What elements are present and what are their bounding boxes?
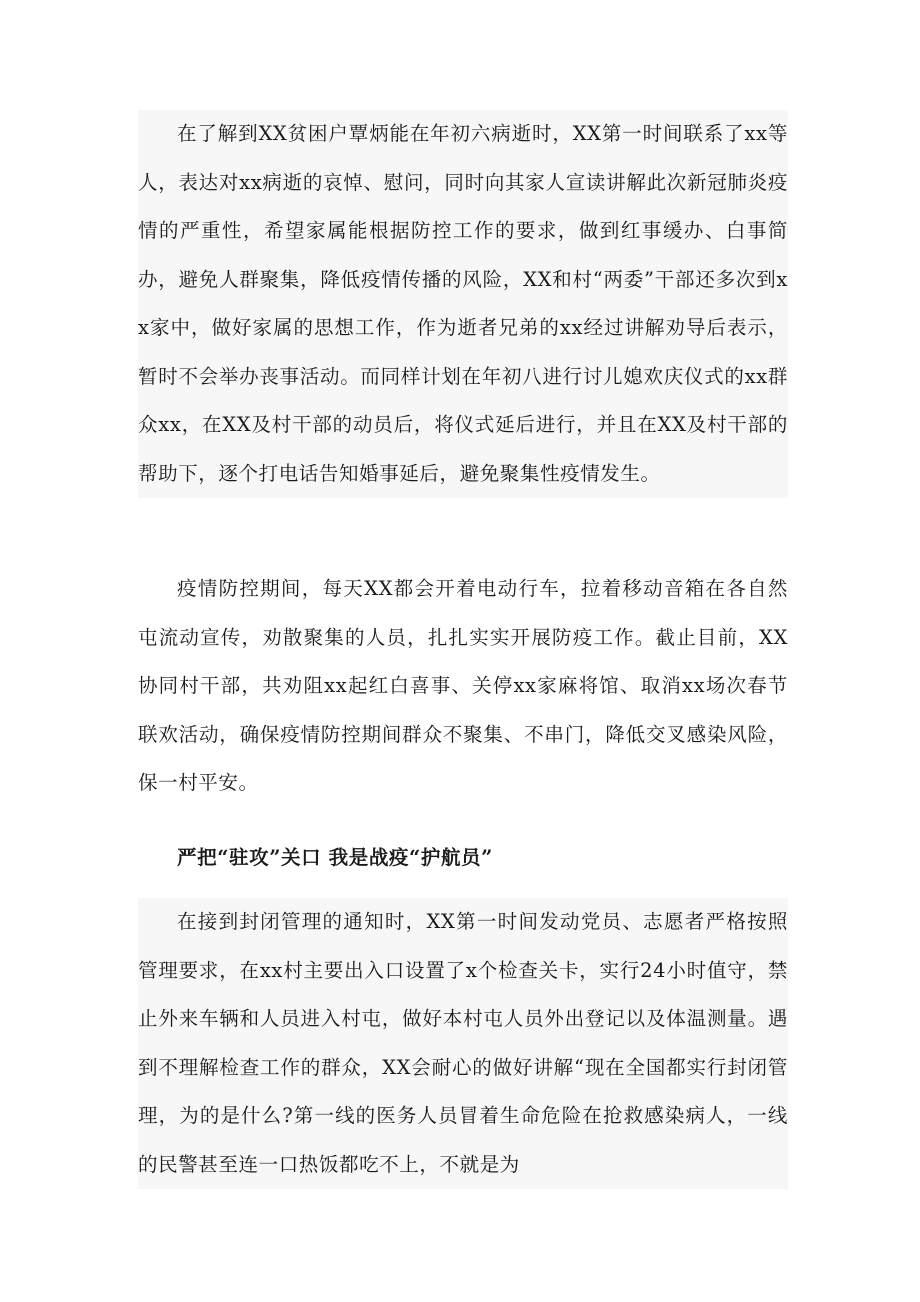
paragraph-block-funeral xyxy=(138,110,788,498)
section-heading-block xyxy=(138,838,788,878)
paragraph-block-patrol xyxy=(138,565,788,808)
body-paragraph: 在了解到XX贫困户覃炳能在年初六病逝时，XX第一时间联系了xx等人，表达对xx病逝的哀悼、慰问，同时向其家人宣读讲解此次新冠肺炎疫情的严重性，希望家属能根据防控工作的要求，做到红事缓办、白事简办，避免人群聚集，降低疫情传播的风险，XX和村“两委”干部还多次到xx家中，做好家属的思想工作，作为逝者兄弟的xx经过讲解劝导后表示，暂时不会举办丧事活动。而同样计划在年初八进行讨儿媳欢庆仪式的xx群众xx，在XX及村干部的动员后，将仪式延后进行，并且在XX及村干部的帮助下，逐个打电话告知婚事延后，避免聚集性疫情发生。 xyxy=(138,122,788,485)
body-paragraph: 疫情防控期间，每天XX都会开着电动行车，拉着移动音箱在各自然屯流动宣传，劝散聚集的人员，扎扎实实开展防疫工作。截止目前，XX协同村干部，共劝阻xx起红白喜事、关停xx家麻将馆、取消xx场次春节联欢活动，确保疫情防控期间群众不聚集、不串门，降低交叉感染风险，保一村平安。 xyxy=(138,577,788,794)
paragraph-block-checkpoint xyxy=(138,898,788,1189)
section-heading: 严把“驻攻”关口 我是战疫“护航员” xyxy=(177,846,493,869)
body-paragraph: 在接到封闭管理的通知时，XX第一时间发动党员、志愿者严格按照管理要求，在xx村主要出入口设置了x个检查关卡，实行24小时值守，禁止外来车辆和人员进入村屯，做好本村屯人员外出登记以及体温测量。遇到不理解检查工作的群众，XX会耐心的做好讲解“现在全国都实行封闭管理，为的是什么?第一线的医务人员冒着生命危险在抢救感染病人，一线的民警甚至连一口热饭都吃不上，不就是为 xyxy=(138,910,788,1176)
